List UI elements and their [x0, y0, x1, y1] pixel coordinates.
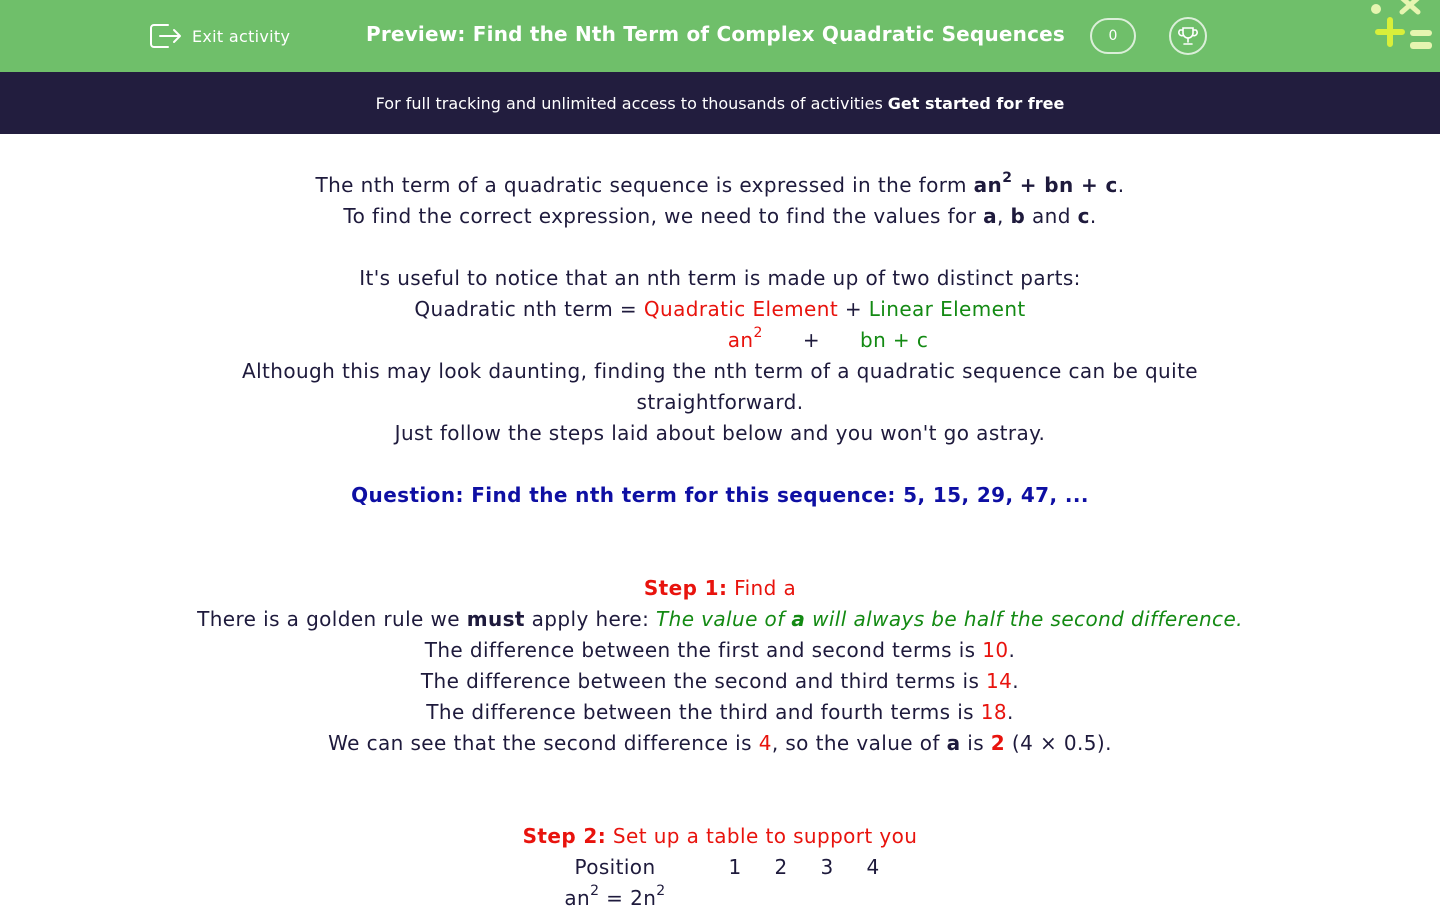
difference-line-1: The difference between the first and second terms is 10. — [424, 638, 1016, 662]
question-text: Question: Find the nth term for this sequence: 5, 15, 29, 47, ... — [351, 483, 1089, 507]
exit-icon — [148, 21, 182, 51]
quadratic-element-label: Quadratic Element — [643, 297, 839, 321]
intro-line-7: Just follow the steps laid about below and you won't go astray. — [394, 421, 1046, 445]
difference-line-2: The difference between the second and third terms is 14. — [420, 669, 1020, 693]
difference-line-3: The difference between the third and fourth terms is 18. — [426, 700, 1014, 724]
linear-element-label: Linear Element — [868, 297, 1026, 321]
golden-rule-line: There is a golden rule we must apply here: The value of a will always be half the second difference. — [197, 607, 1243, 631]
table-header-position: Position — [574, 855, 656, 879]
top-bar — [0, 0, 1440, 72]
table-row — [540, 883, 900, 914]
promo-banner — [0, 72, 1440, 134]
exit-activity-label: Exit activity — [192, 26, 291, 46]
step1-heading: Step 1: Find a — [643, 576, 797, 600]
explanation-content — [0, 170, 1440, 914]
support-table — [540, 852, 900, 914]
intro-line-4: Quadratic nth term = Quadratic Element + Linear Element — [414, 297, 1026, 321]
step2-heading: Step 2: Set up a table to support you — [522, 824, 918, 848]
second-difference-line: We can see that the second difference is 4, so the value of a is 2 (4 × 0.5). — [328, 731, 1112, 755]
table-header-an2: $an^2 = 2n^2$ — [564, 883, 666, 910]
table-cell: 3 — [820, 855, 834, 879]
table-row — [540, 852, 900, 883]
score-counter: 0 — [1090, 18, 1136, 54]
intro-line-6: Although this may look daunting, finding the nth term of a quadratic sequence can be quite straightforward. — [241, 359, 1199, 414]
table-cell: 4 — [866, 855, 880, 879]
banner-text: For full tracking and unlimited access to thousands of activities — [375, 93, 883, 113]
get-started-link[interactable]: Get started for free — [887, 93, 1065, 113]
intro-line-5: $an^2$ + bn + c — [727, 325, 929, 352]
trophy-button[interactable] — [1169, 17, 1207, 55]
trophy-icon — [1177, 25, 1199, 47]
intro-line-3: It's useful to notice that an nth term is made up of two distinct parts: — [359, 266, 1081, 290]
intro-line-2: To find the correct expression, we need to find the values for a, b and c. — [343, 204, 1097, 228]
intro-line-1: The nth term of a quadratic sequence is expressed in the form $an^2$ + bn + c. — [315, 170, 1125, 197]
exit-activity-button[interactable] — [148, 20, 290, 52]
table-cell: 2 — [774, 855, 788, 879]
table-cell: 1 — [728, 855, 742, 879]
brand-logo-icon — [1366, 0, 1440, 60]
activity-title: Preview: Find the Nth Term of Complex Quadratic Sequences — [366, 22, 1066, 46]
